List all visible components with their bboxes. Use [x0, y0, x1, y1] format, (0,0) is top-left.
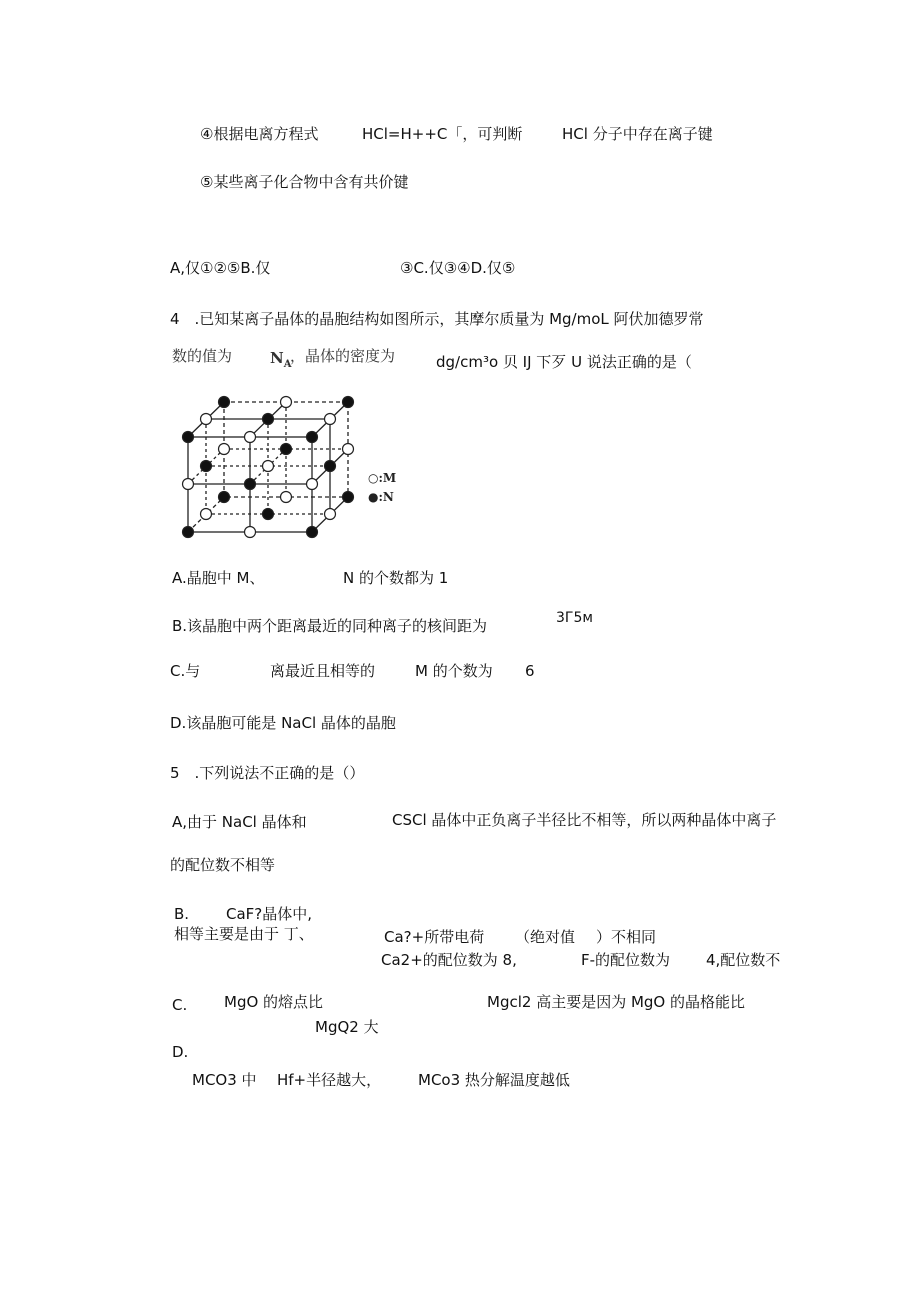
- q3-options-part2: ③C.仅③④D.仅⑤: [400, 259, 516, 277]
- ion-n: [183, 432, 194, 443]
- crystal-cell-diagram: [172, 382, 412, 542]
- ion-m: [219, 444, 230, 455]
- q5-option-b-part4: Ca?+所带电荷: [384, 928, 485, 946]
- ion-n: [219, 397, 230, 408]
- q4-option-d: D.该晶胞可能是 NaCl 晶体的晶胞: [170, 714, 396, 732]
- ion-n: [307, 527, 318, 538]
- q4-option-c-part4: 6: [525, 662, 535, 680]
- ion-n: [325, 461, 336, 472]
- q5-option-d-label: D.: [172, 1043, 189, 1061]
- ion-n: [245, 479, 256, 490]
- q5-option-a-part1: A,由于 NaCl 晶体和: [172, 813, 307, 831]
- statement-4-part2: HCl=H++C「，可判断: [362, 125, 523, 143]
- q5-option-b-label: B.: [174, 905, 190, 923]
- q5-option-a-part2: CSCl 晶体中正负离子半径比不相等，所以两种晶体中离子: [392, 811, 777, 829]
- q4-option-c-part2: 离最近且相等的: [270, 662, 376, 680]
- ion-n: [219, 492, 230, 503]
- q5-option-c-part3: Mgcl2 高主要是因为 MgO 的晶格能比: [487, 993, 745, 1011]
- q5-option-b-part6: ）不相同: [596, 928, 657, 946]
- ion-n: [281, 444, 292, 455]
- statement-4-part1: ④根据电离方程式: [200, 125, 319, 143]
- question-4-stem-line1: 4 .已知某离子晶体的晶胞结构如图所示，其摩尔质量为 Mg/moL 阿伏加德罗常: [170, 310, 704, 328]
- legend-m: ○:M: [368, 471, 397, 485]
- ion-n: [183, 527, 194, 538]
- ion-m: [307, 479, 318, 490]
- q5-option-c-label: C.: [172, 996, 188, 1014]
- q4-option-b-part2: 3Г5м: [556, 610, 593, 626]
- q4-option-a-part2: N 的个数都为 1: [343, 569, 449, 587]
- q5-option-d-part4: MCo3 热分解温度越低: [418, 1071, 570, 1089]
- ion-m: [245, 527, 256, 538]
- avogadro-symbol: [270, 349, 291, 371]
- q5-option-c-part2: MgO 的熔点比: [224, 993, 324, 1011]
- ion-n: [263, 414, 274, 425]
- ion-n: [307, 432, 318, 443]
- q5-option-b-part5: （绝对值: [515, 928, 576, 946]
- question-4-stem-line2-b: ，晶体的密度为: [290, 347, 396, 365]
- q5-option-c-part4: MgQ2 大: [315, 1018, 379, 1036]
- ion-m: [201, 509, 212, 520]
- ion-n: [263, 509, 274, 520]
- ion-m: [245, 432, 256, 443]
- ion-m: [201, 414, 212, 425]
- q5-option-d-part2: MCO3 中: [192, 1071, 257, 1089]
- ion-n: [201, 461, 212, 472]
- ion-m: [325, 414, 336, 425]
- question-5-stem: 5 .下列说法不正确的是（）: [170, 764, 365, 782]
- q5-option-d-part3: Hf+半径越大，: [277, 1071, 382, 1089]
- q5-option-a-part3: 的配位数不相等: [170, 856, 276, 874]
- question-4-stem-line2-c: dg∕cm³o 贝 IJ 下歹 U 说法正确的是（: [436, 353, 692, 371]
- q5-option-b-part2: CaF?晶体中,: [226, 905, 313, 923]
- ions: [183, 397, 354, 538]
- q4-option-c-part1: C.与: [170, 662, 201, 680]
- q5-option-b-part3: 相等主要是由于 丁、: [174, 925, 314, 943]
- ion-m: [281, 492, 292, 503]
- q5-option-b-part9: 4,配位数不: [706, 951, 781, 969]
- ion-m: [343, 444, 354, 455]
- q5-option-b-part7: Ca2+的配位数为 8,: [381, 951, 517, 969]
- avogadro-symbol-letter: N: [270, 349, 284, 367]
- statement-5: ⑤某些离子化合物中含有共价键: [200, 173, 409, 191]
- q4-option-b-part1: B.该晶胞中两个距离最近的同种离子的核间距为: [172, 617, 488, 635]
- ion-m: [263, 461, 274, 472]
- q5-option-b-part8: F-的配位数为: [581, 951, 671, 969]
- avogadro-symbol-sub: A: [283, 359, 292, 370]
- ion-n: [343, 492, 354, 503]
- ion-m: [183, 479, 194, 490]
- q3-options-part1: A,仅①②⑤B.仅: [170, 259, 271, 277]
- q4-option-a-part1: A.晶胞中 M、: [172, 569, 265, 587]
- legend-n: ●:N: [368, 490, 394, 504]
- q4-option-c-part3: M 的个数为: [415, 662, 493, 680]
- question-4-stem-line2-a: 数的值为: [172, 347, 233, 365]
- statement-4-part3: HCl 分子中存在离子键: [562, 125, 713, 143]
- ion-n: [343, 397, 354, 408]
- ion-m: [281, 397, 292, 408]
- ion-m: [325, 509, 336, 520]
